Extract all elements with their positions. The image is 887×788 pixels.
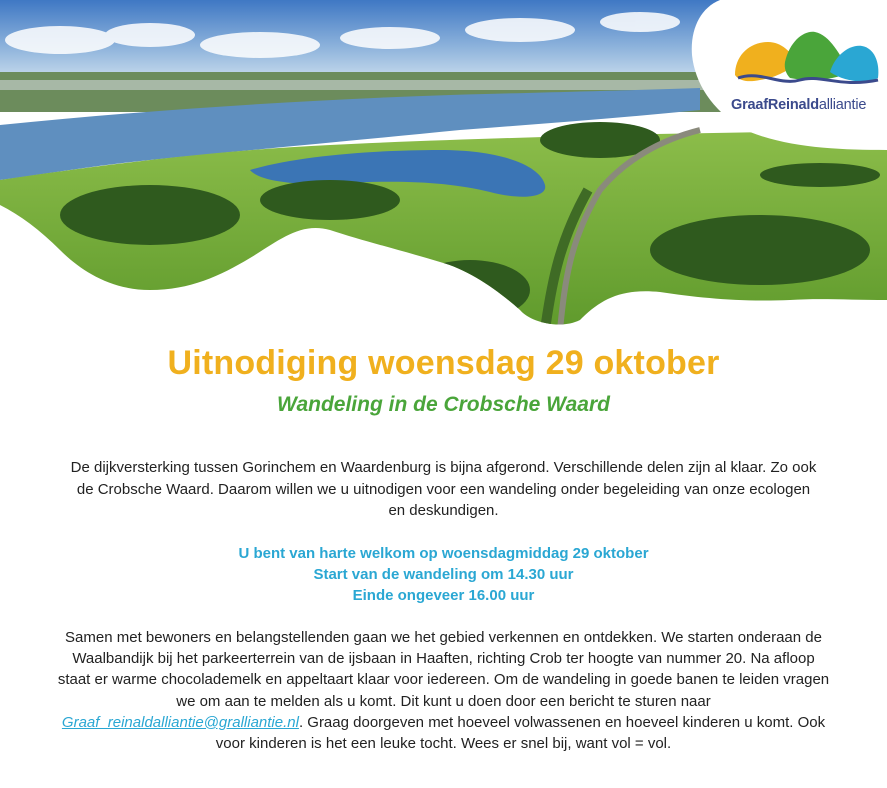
welcome-block (0, 543, 887, 606)
welcome-line-end: Einde ongeveer 16.00 uur (352, 587, 535, 604)
invitation-subtitle: Wandeling in de Crobsche Waard (277, 393, 610, 416)
details-paragraph (54, 627, 833, 754)
details-text-part1: Samen met bewoners en belangstellenden gaan we het gebied verkennen en ontdekken. We starten onderaan de Waalbandijk bij het parkeerterrein van de ijsbaan in Haaften, richting Crob ter hoogte van nummer 20. Na afloop staat er warme chocolademelk en appeltaart klaar voor iedereen. Om de wandeling in goede banen te leiden vragen we om aan te melden als u komt. Dit kunt u doen door een bericht te sturen naar (57, 629, 830, 710)
welcome-line-start: Start van de wandeling om 14.30 uur (313, 566, 574, 583)
logo-wordmark (731, 97, 866, 113)
logo-text-bold: GraafReinald (731, 97, 819, 113)
intro-paragraph: De dijkversterking tussen Gorinchem en Waardenburg is bijna afgerond. Verschillende delen zijn al klaar. Zo ook de Crobsche Waard. Daarom willen we u uitnodigen voor een wandeling onder begeleiding van onze ecologen en deskundigen. (70, 459, 817, 519)
invitation-title: Uitnodiging woensdag 29 oktober (167, 344, 720, 382)
email-link[interactable]: Graaf_reinaldalliantie@gralliantie.nl (61, 713, 299, 731)
logo-text-light: alliantie (818, 97, 867, 113)
logo-area (690, 0, 887, 150)
details-text-part2: . Graag doorgeven met hoeveel volwassenen en hoeveel kinderen u komt. Ook voor kinderen is het een leuke tocht. Wees er snel bij, want vol = vol. (215, 713, 826, 753)
welcome-line-date: U bent van harte welkom op woensdagmiddag 29 oktober (238, 545, 649, 562)
